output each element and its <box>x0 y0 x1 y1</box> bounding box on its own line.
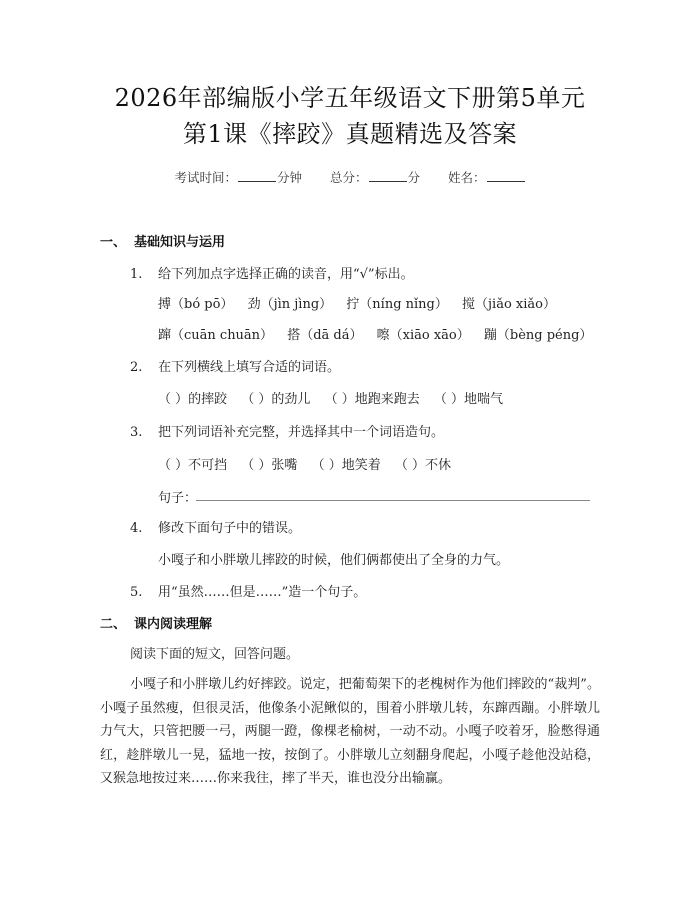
fill-item: （ ）的劲儿 <box>241 392 311 407</box>
fill-item: （ ）不可挡 <box>158 458 228 473</box>
fill-item: （ ）地跑来跑去 <box>324 392 420 407</box>
time-unit: 分钟 <box>276 170 302 185</box>
exam-name <box>448 170 526 185</box>
question-text: 在下列横线上填写合适的词语。 <box>158 360 341 375</box>
section-number: 一、 <box>100 235 127 250</box>
page-title-line2: 第1课《摔跤》真题精选及答案 <box>182 120 518 148</box>
question-2 <box>130 356 340 375</box>
exam-time <box>174 170 306 185</box>
name-blank[interactable] <box>487 169 525 182</box>
section-number: 二、 <box>100 617 127 632</box>
score-unit: 分 <box>407 170 421 185</box>
section-heading-2 <box>100 613 212 632</box>
error-sentence: 小嘎子和小胖墩儿摔跤的时候，他们俩都使出了全身的力气。 <box>158 553 510 568</box>
fill-item: （ ）张嘴 <box>241 458 298 473</box>
reading-intro: 阅读下面的短文，回答问题。 <box>130 647 300 662</box>
sentence-answer-line[interactable] <box>196 500 590 501</box>
pinyin-item: 蹦（bèng péng） <box>483 328 593 343</box>
question-number: 4. <box>130 521 143 536</box>
section-title: 课内阅读理解 <box>134 617 213 632</box>
pinyin-item: 拧（níng nǐng） <box>346 297 448 312</box>
pinyin-item: 蹿（cuān chuān） <box>158 328 274 343</box>
fill-item: （ ）不休 <box>394 458 451 473</box>
question-text: 用“虽然……但是……”造一个句子。 <box>158 585 367 600</box>
question-number: 5. <box>130 585 143 600</box>
fill-item: （ ）的摔跤 <box>158 392 228 407</box>
question-3 <box>130 421 444 440</box>
pinyin-row-1 <box>158 293 566 312</box>
time-blank[interactable] <box>238 169 276 182</box>
pinyin-row-2 <box>158 324 602 343</box>
exam-meta <box>0 168 700 186</box>
score-label: 总分： <box>329 170 368 185</box>
fill-row-q3 <box>158 454 461 473</box>
pinyin-item: 搭（dā dá） <box>287 328 363 343</box>
question-text: 修改下面句子中的错误。 <box>158 521 302 536</box>
reading-passage: 小嘎子和小胖墩儿约好摔跤。说定，把葡萄架下的老槐树作为他们摔跤的“裁判”。小嘎子虽然瘦，但很灵活，他像条小泥鳅似的，围着小胖墩儿转，东蹿西蹦。小胖墩儿力气大，只管把腰一弓，两腿一蹬，像棵老榆树，一动不动。小嘎子咬着牙，脸憋得通红，趁胖墩儿一晃，猛地一按，按倒了。小胖墩儿立刻翻身爬起，小嘎子趁他没站稳，又猴急地按过来……你来我往，摔了半天，谁也没分出输赢。 <box>100 677 600 786</box>
question-text: 给下列加点字选择正确的读音，用“√”标出。 <box>158 267 414 282</box>
time-label: 考试时间： <box>174 170 237 185</box>
question-5 <box>130 581 366 600</box>
fill-row-q2 <box>158 388 513 407</box>
question-4 <box>130 517 301 536</box>
question-number: 1. <box>130 267 143 282</box>
fill-item: （ ）地喘气 <box>433 392 503 407</box>
name-label: 姓名： <box>448 170 486 185</box>
question-1 <box>130 263 414 282</box>
pinyin-item: 劲（jìn jìng） <box>247 297 333 312</box>
fill-item: （ ）地笑着 <box>311 458 381 473</box>
section-title: 基础知识与运用 <box>134 235 226 250</box>
page-title-line1: 2026年部编版小学五年级语文下册第5单元 <box>114 84 586 112</box>
exam-score <box>330 170 424 185</box>
question-number: 3. <box>130 425 143 440</box>
score-blank[interactable] <box>369 169 407 182</box>
section-heading-1 <box>100 231 225 250</box>
pinyin-item: 搏（bó pō） <box>158 297 234 312</box>
pinyin-item: 嚓（xiāo xāo） <box>376 328 470 343</box>
sentence-label: 句子： <box>158 491 198 506</box>
question-number: 2. <box>130 360 143 375</box>
question-text: 把下列词语补充完整，并选择其中一个词语造句。 <box>158 425 445 440</box>
pinyin-item: 搅（jiǎo xiǎo） <box>462 297 556 312</box>
